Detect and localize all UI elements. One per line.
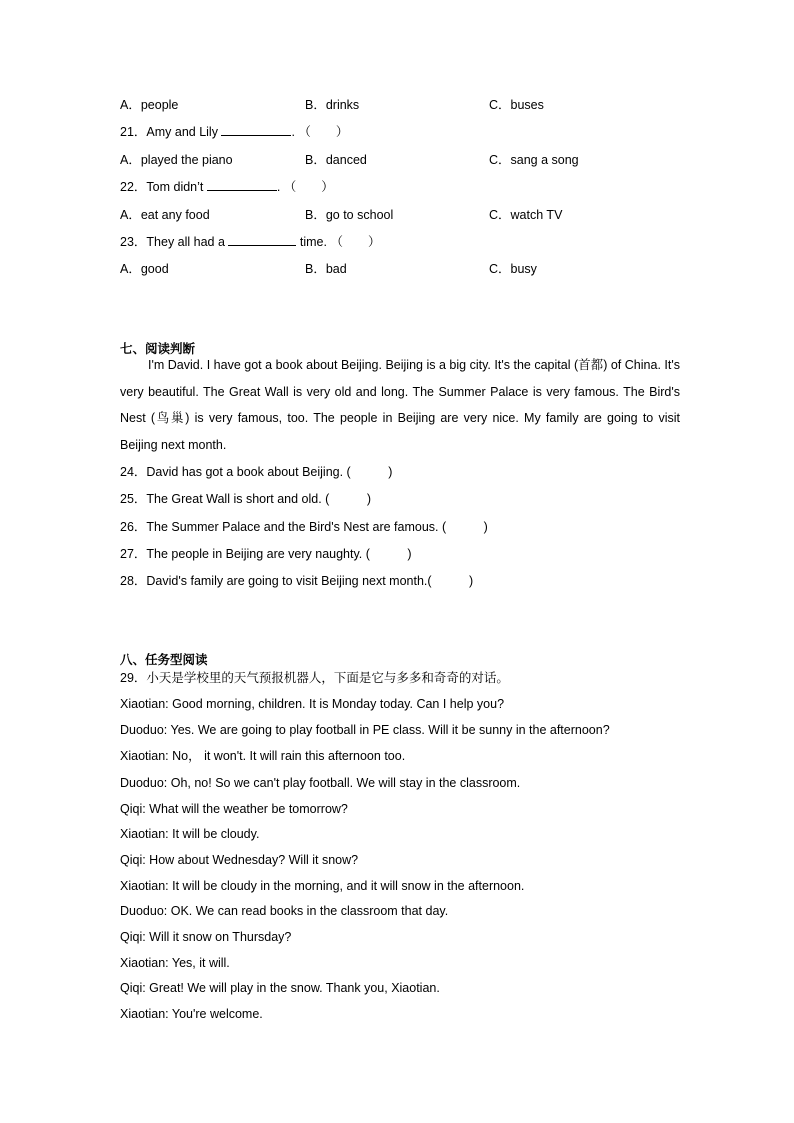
question-23-suffix: time. （ ） [296,235,381,249]
answer-blank-21[interactable] [221,124,291,136]
question-26: 26．The Summer Palace and the Bird's Nest are famous. ( ) [120,520,488,534]
q20-option-a: A．people [120,98,179,112]
q20-option-b: B．drinks [305,98,360,112]
reading-passage [120,352,680,459]
question-21-prefix: 21．Amy and Lily [120,125,222,139]
dialogue-line: Xiaotian: You're welcome. [120,1007,263,1021]
section-7-title: 七、阅读判断 [120,342,196,356]
question-27: 27．The people in Beijing are very naughty. ( ) [120,547,412,561]
q22-option-b: B．go to school [305,208,394,222]
q21-option-c: C．sang a song [489,153,579,167]
answer-blank-22[interactable] [207,179,277,191]
reading-passage-text: I'm David. I have got a book about Beijing. Beijing is a big city. It's the capital (首都) of China. It's very beautiful. The Great Wall is very old and long. The Summer Palace is very famous. The Bird's Nest (鸟巢) is very famous, too. The people in Beijing are very nice. My family are going to visit Beijing next month. [120,358,680,453]
question-23-prefix: 23．They all had a [120,235,229,249]
question-28: 28．David's family are going to visit Beijing next month.( ) [120,574,474,588]
q21-option-a: A．played the piano [120,153,233,167]
dialogue-line: Qiqi: Great! We will play in the snow. Thank you, Xiaotian. [120,981,440,995]
dialogue-line: Duoduo: Yes. We are going to play football in PE class. Will it be sunny in the afternoon? [120,723,610,737]
question-22-suffix: . （ ） [276,180,334,194]
dialogue-line: Qiqi: Will it snow on Thursday? [120,930,292,944]
question-22-prefix: 22．Tom didn’t [120,180,207,194]
question-23 [120,234,380,250]
question-21 [120,124,348,140]
q21-option-b: B．danced [305,153,367,167]
question-21-suffix: . （ ） [291,125,349,139]
question-29-intro: 29．小天是学校里的天气预报机器人，下面是它与多多和奇奇的对话。 [120,671,509,685]
dialogue-line: Xiaotian: It will be cloudy in the morning, and it will snow in the afternoon. [120,879,525,893]
dialogue-line: Xiaotian: No， it won't. It will rain this afternoon too. [120,749,406,763]
q23-option-c: C．busy [489,262,537,276]
dialogue-line: Xiaotian: Yes, it will. [120,956,230,970]
section-8-title: 八、任务型阅读 [120,653,208,667]
q22-option-a: A．eat any food [120,208,210,222]
dialogue-line: Duoduo: Oh, no! So we can't play football. We will stay in the classroom. [120,776,521,790]
q20-option-c: C．buses [489,98,544,112]
dialogue-line: Xiaotian: Good morning, children. It is Monday today. Can I help you? [120,697,505,711]
question-24: 24．David has got a book about Beijing. ( ) [120,465,393,479]
dialogue-line: Duoduo: OK. We can read books in the classroom that day. [120,904,449,918]
question-25: 25．The Great Wall is short and old. ( ) [120,492,372,506]
dialogue-line: Xiaotian: It will be cloudy. [120,827,260,841]
q22-option-c: C．watch TV [489,208,563,222]
dialogue-line: Qiqi: How about Wednesday? Will it snow? [120,853,359,867]
question-22 [120,179,334,195]
answer-blank-23[interactable] [228,234,296,246]
dialogue-line: Qiqi: What will the weather be tomorrow? [120,802,348,816]
q23-option-b: B．bad [305,262,347,276]
q23-option-a: A．good [120,262,169,276]
